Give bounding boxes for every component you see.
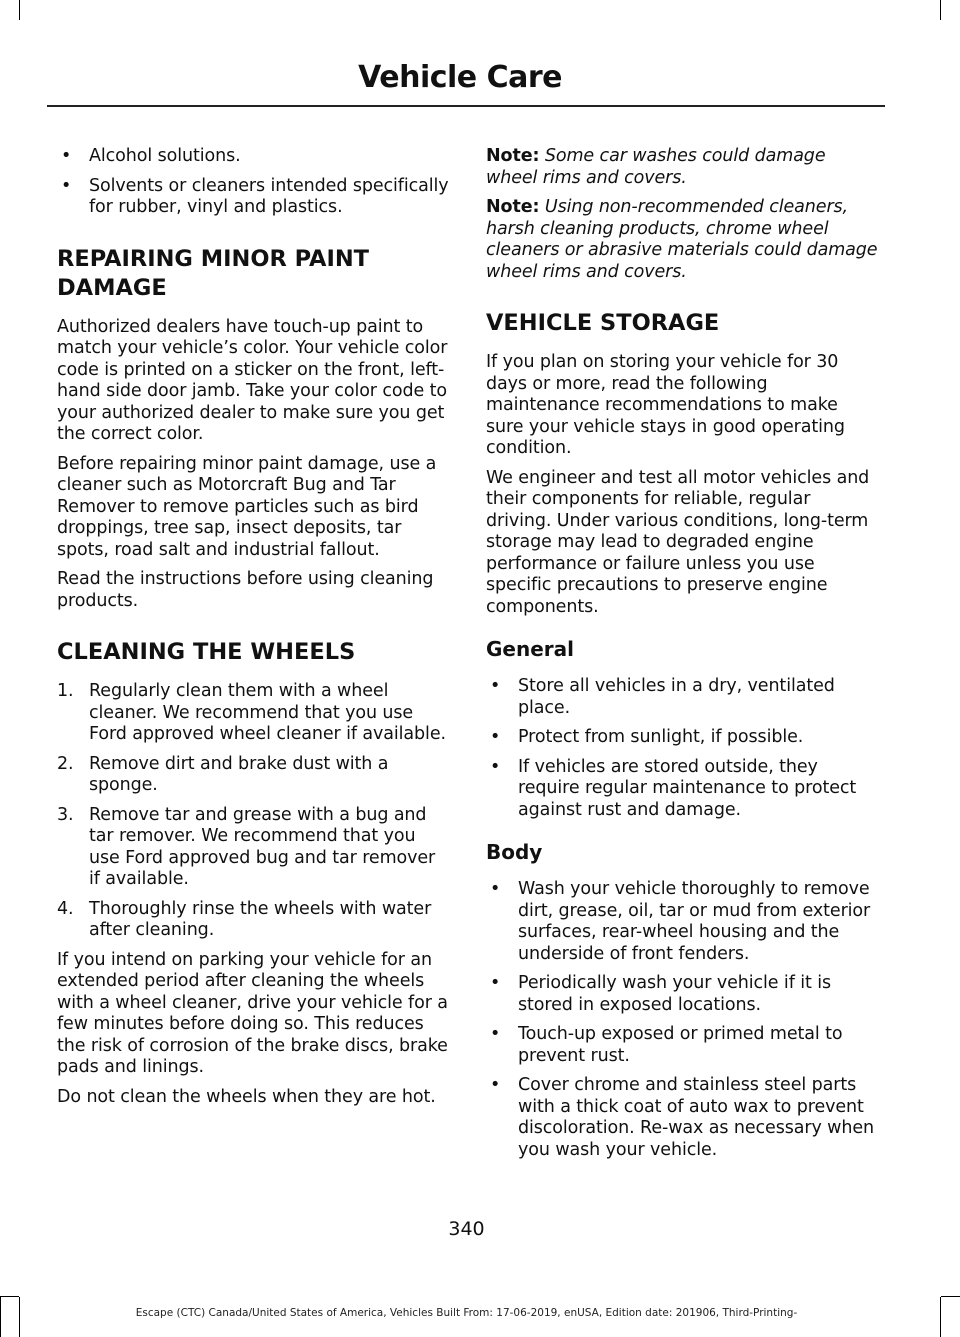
list-item <box>57 176 449 219</box>
crop-mark-bottom-right-h <box>941 1296 960 1297</box>
right-column <box>486 146 880 1169</box>
paragraph: If you intend on parking your vehicle for an extended period after cleaning the wheels with a wheel cleaner, drive your vehicle for a few minutes before doing so. This reduces the risk of corrosion of the brake discs, brake pads and linings. <box>57 949 448 1077</box>
note-text: Some car washes could damage wheel rims and covers. <box>486 146 826 188</box>
numbered-step <box>57 899 449 942</box>
section-heading-paint-line2: DAMAGE <box>57 274 167 301</box>
paragraph: If you plan on storing your vehicle for 30 days or more, read the following maintenance recommendations to make sure your vehicle stays in good operating condition. <box>486 352 845 458</box>
note <box>486 197 880 283</box>
list-item-text: Alcohol solutions. <box>89 146 241 166</box>
section-heading-paint-line1: REPAIRING MINOR PAINT <box>57 245 370 272</box>
numbered-step <box>57 754 449 797</box>
list-item-text: Solvents or cleaners intended specifically for rubber, vinyl and plastics. <box>89 175 449 217</box>
subsection-heading-body: Body <box>486 840 543 864</box>
list-item <box>486 879 880 965</box>
list-item <box>486 757 880 822</box>
list-item-text: If vehicles are stored outside, they require regular maintenance to protect against rust and damage. <box>518 756 857 820</box>
step-number: 4. <box>57 898 74 919</box>
note-label: Note: <box>486 197 540 217</box>
section-heading-wheels: CLEANING THE WHEELS <box>57 639 356 665</box>
bullet-marker: • <box>490 727 501 747</box>
list-item <box>486 973 880 1016</box>
note <box>486 146 880 189</box>
numbered-step <box>57 681 449 746</box>
paragraph: Authorized dealers have touch-up paint to match your vehicle’s color. Your vehicle color code is printed on a sticker on the front, left-hand side door jamb. Take your color code to your authorized dealer to make sure you get the correct color. <box>57 316 448 444</box>
note-label: Note: <box>486 146 540 166</box>
crop-mark-bottom-right <box>940 1297 941 1337</box>
list-item-text: Touch-up exposed or primed metal to prevent rust. <box>518 1024 843 1066</box>
list-item <box>486 1075 880 1161</box>
paragraph: Read the instructions before using cleaning products. <box>57 569 434 611</box>
step-number: 1. <box>57 681 74 701</box>
section-heading-storage: VEHICLE STORAGE <box>486 310 720 336</box>
list-item <box>57 146 449 168</box>
step-text: Regularly clean them with a wheel cleaner. We recommend that you use Ford approved wheel cleaner if available. <box>89 681 446 744</box>
crop-mark-top-right <box>940 0 941 20</box>
bullet-marker: • <box>490 1024 501 1044</box>
step-number: 3. <box>57 804 74 825</box>
bullet-marker: • <box>490 973 501 993</box>
bullet-marker: • <box>490 756 501 777</box>
list-item-text: Store all vehicles in a dry, ventilated place. <box>518 676 835 718</box>
numbered-step <box>57 805 449 891</box>
page-footer: Escape (CTC) Canada/United States of America, Vehicles Built From: 17-06-2019, enUSA, Edition date: 201906, Third-Printing- <box>135 1307 798 1319</box>
step-number: 2. <box>57 753 74 774</box>
bullet-marker: • <box>61 146 72 166</box>
list-item-text: Periodically wash your vehicle if it is stored in exposed locations. <box>518 973 831 1015</box>
header-divider <box>47 105 885 107</box>
paragraph: Before repairing minor paint damage, use a cleaner such as Motorcraft Bug and Tar Remover to remove particles such as bird droppings, tree sap, insect deposits, tar spots, road salt and industrial fallout. <box>57 453 437 560</box>
page-number: 340 <box>448 1218 485 1240</box>
list-item <box>486 1024 880 1067</box>
page-header-title: Vehicle Care <box>358 60 562 95</box>
list-item <box>486 676 880 719</box>
bullet-marker: • <box>490 676 501 696</box>
list-item-text: Cover chrome and stainless steel parts with a thick coat of auto wax to prevent discoloration. Re-wax as necessary when you wash your vehicle. <box>518 1075 875 1160</box>
paragraph: We engineer and test all motor vehicles and their components for reliable, regular driving. Under various conditions, long-term storage may lead to degraded engine performance or failure unless you use specific precautions to preserve engine components. <box>486 467 870 617</box>
paragraph: Do not clean the wheels when they are hot. <box>57 1086 436 1107</box>
list-item <box>486 727 880 749</box>
bullet-marker: • <box>490 1075 501 1095</box>
list-item-text: Wash your vehicle thoroughly to remove dirt, grease, oil, tar or mud from exterior surfaces, rear-wheel housing and the underside of front fenders. <box>518 879 871 964</box>
bullet-marker: • <box>61 175 72 196</box>
subsection-heading-general: General <box>486 637 574 661</box>
note-text: Using non-recommended cleaners, harsh cleaning products, chrome wheel cleaners or abrasive materials could damage wheel rims and covers. <box>486 197 878 282</box>
step-text: Remove tar and grease with a bug and tar remover. We recommend that you use Ford approved bug and tar remover if available. <box>89 804 436 889</box>
step-text: Thoroughly rinse the wheels with water after cleaning. <box>89 898 432 940</box>
left-column <box>57 146 449 1108</box>
list-item-text: Protect from sunlight, if possible. <box>518 727 804 747</box>
step-text: Remove dirt and brake dust with a sponge. <box>89 753 389 795</box>
bullet-marker: • <box>490 879 501 899</box>
crop-mark-top-left <box>19 0 20 20</box>
crop-mark-bottom-left-h <box>0 1296 19 1297</box>
